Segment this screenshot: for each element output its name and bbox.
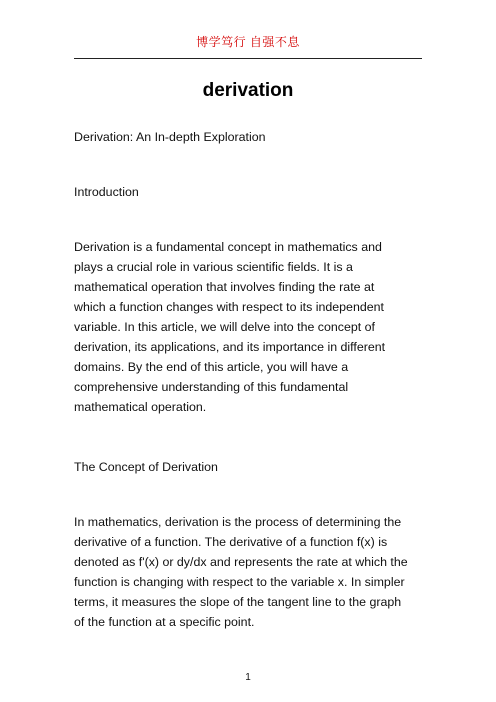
paragraph-line: plays a crucial role in various scientific fields. It is a xyxy=(74,260,353,274)
paragraph-line: domains. By the end of this article, you will have a xyxy=(74,360,349,374)
paragraph-line: comprehensive understanding of this fundamental xyxy=(74,380,349,394)
paragraph-line: mathematical operation that involves finding the rate at xyxy=(74,280,375,294)
paragraph-line: derivation, its applications, and its importance in different xyxy=(74,340,386,354)
paragraph-line: derivative of a function. The derivative of a function f(x) is xyxy=(74,535,388,549)
paragraph-line: function is changing with respect to the variable x. In simpler xyxy=(74,575,405,589)
paragraph-introduction xyxy=(74,237,424,417)
header-divider xyxy=(74,58,422,59)
document-title: derivation xyxy=(202,80,294,101)
paragraph-line: variable. In this article, we will delve into the concept of xyxy=(74,320,375,334)
document-subtitle xyxy=(74,127,424,147)
section-heading-text: The Concept of Derivation xyxy=(74,460,218,474)
subtitle-text: Derivation: An In-depth Exploration xyxy=(74,130,266,144)
page-number: 1 xyxy=(245,672,251,683)
paragraph-concept xyxy=(74,512,424,632)
section-heading-text: Introduction xyxy=(74,185,139,199)
section-heading-introduction xyxy=(74,182,424,202)
paragraph-line: Derivation is a fundamental concept in mathematics and xyxy=(74,240,382,254)
paragraph-line: In mathematics, derivation is the process of determining the xyxy=(74,515,402,529)
paragraph-line: mathematical operation. xyxy=(74,400,207,414)
paragraph-line: terms, it measures the slope of the tangent line to the graph xyxy=(74,595,402,609)
paragraph-line: which a function changes with respect to its independent xyxy=(74,300,384,314)
section-heading-concept xyxy=(74,457,424,477)
paragraph-line: denoted as f'(x) or dy/dx and represents the rate at which the xyxy=(74,555,408,569)
paragraph-line: of the function at a specific point. xyxy=(74,615,255,629)
page-header-motto: 博学笃行 自强不息 xyxy=(196,35,300,49)
